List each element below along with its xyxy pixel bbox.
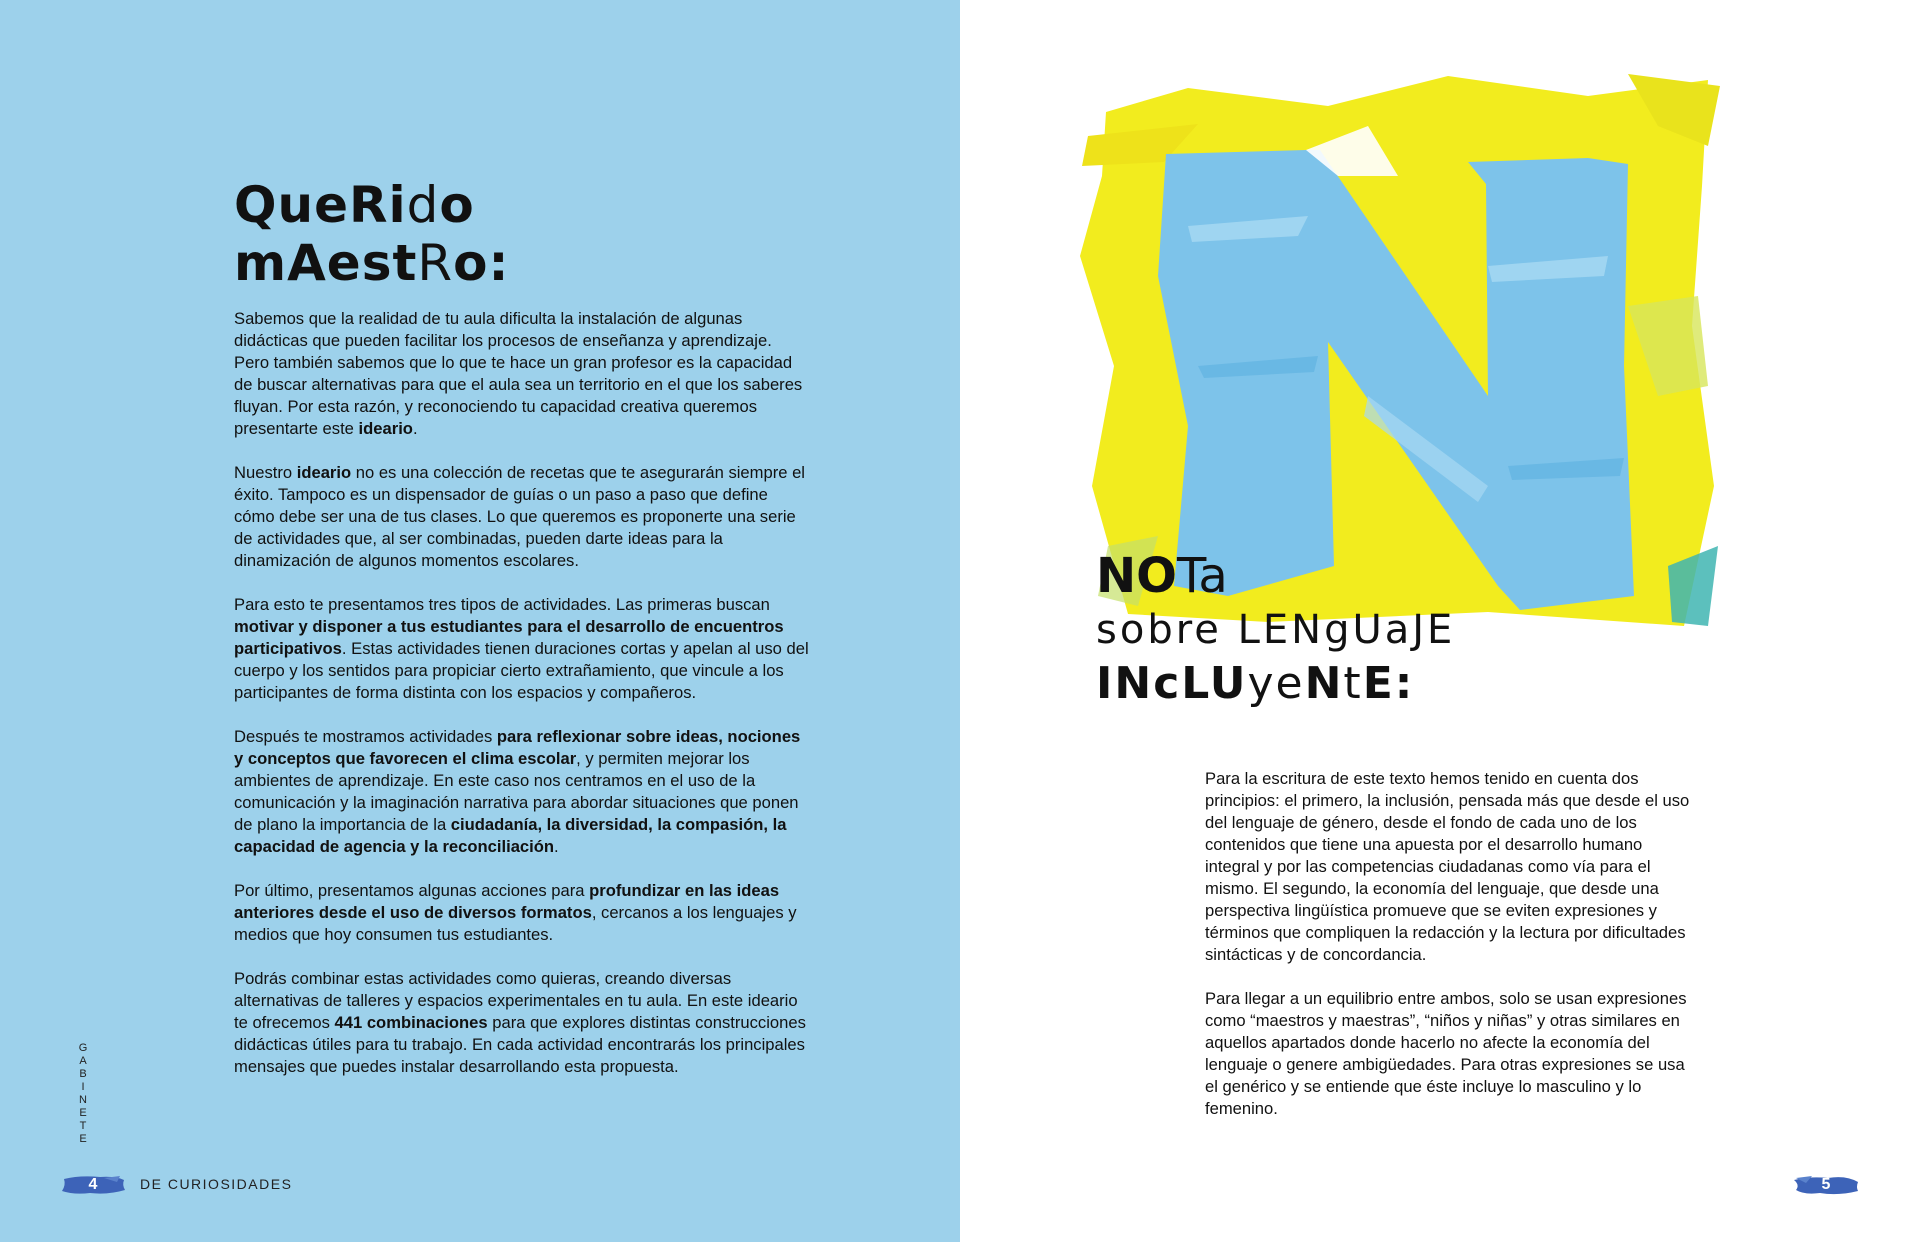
text-run: , cercanos a los lenguajes y medios que hoy consumen tus estudiantes. <box>234 903 797 944</box>
spine-letter: E <box>79 1133 87 1145</box>
text-run: para que explores distintas construcciones didácticas útiles para tu trabajo. En cada actividad encontrarás los principales mensajes que puedes instalar desarrollando esta propuesta. <box>234 1013 806 1076</box>
spine-letter: G <box>78 1042 88 1054</box>
text-run: . <box>554 837 559 856</box>
paragraph <box>234 968 809 1078</box>
left-page-heading: QueRido mAestRo: <box>234 176 510 292</box>
text-run: , y permiten mejorar los ambientes de aprendizaje. En este caso nos centramos en el uso de la comunicación y la imaginación narrativa para abordar situaciones que ponen de plano la importancia de la <box>234 749 799 834</box>
spine-letter: E <box>79 1107 87 1119</box>
text-run: Para esto te presentamos tres tipos de actividades. Las primeras buscan <box>234 595 770 614</box>
spine-letter: A <box>79 1055 87 1067</box>
page-number-left: 4 <box>88 1176 98 1193</box>
text-run: Después te mostramos actividades <box>234 727 497 746</box>
paragraph <box>234 462 809 572</box>
page-number-badge-left <box>60 1174 126 1196</box>
text-run: Nuestro <box>234 463 297 482</box>
paragraph <box>1205 988 1690 1120</box>
text-run: . <box>412 419 418 438</box>
paragraph <box>234 726 809 858</box>
text-run: Por último, presentamos algunas acciones para <box>234 881 590 900</box>
paragraph <box>234 594 809 704</box>
page-number-badge-right <box>1792 1174 1860 1196</box>
bold-text: ciudadanía, la diversidad, la compasión, la capacidad de agencia y la reconciliación <box>234 815 787 856</box>
right-page-heading: NOTa sobre LENgUaJE INcLUyeNtE: <box>1096 548 1456 709</box>
bold-text: ideario <box>296 463 352 482</box>
bold-text: ideario <box>358 419 413 438</box>
text-run: . Estas actividades tienen duraciones cortas y apelan al uso del cuerpo y los sentidos para propiciar cierto extrañamiento, que vincule a los participantes de forma distinta con los espacios y compañeros. <box>234 639 809 702</box>
text-run: Sabemos que la realidad de tu aula dificulta la instalación de algunas didácticas que pueden facilitar los procesos de enseñanza y aprendizaje. Pero también sabemos que lo que te hace un gran profesor es la capacidad de buscar alternativas para que el aula sea un territorio en el que los saberes fluyan. Por esta razón, y reconociendo tu capacidad creativa queremos presentarte este <box>234 309 803 438</box>
spine-letter: B <box>79 1068 87 1080</box>
text-run: no es una colección de recetas que te asegurarán siempre el éxito. Tampoco es un dispensador de guías o un paso a paso que define cómo debe ser una de tus clases. Lo que queremos es proponerte una serie de actividades que, al ser combinadas, pueden darte ideas para la dinamización de algunos momentos escolares. <box>234 463 805 570</box>
paragraph <box>1205 768 1690 966</box>
bold-text: 441 combinaciones <box>334 1013 488 1032</box>
right-page-body <box>1205 768 1690 1142</box>
spine-letter: I <box>81 1081 85 1093</box>
left-page-body <box>234 308 809 1100</box>
bold-text: profundizar en las ideas anteriores desde el uso de diversos formatos <box>234 881 780 922</box>
text-run: Podrás combinar estas actividades como quieras, creando diversas alternativas de talleres y espacios experimentales en tu aula. En este ideario te ofrecemos <box>234 969 798 1032</box>
bold-text: motivar y disponer a tus estudiantes para el desarrollo de encuentros participativos <box>234 617 784 658</box>
text-run: Para llegar a un equilibrio entre ambos, solo se usan expresiones como “maestros y maestras”, “niños y niñas” y otras similares en aquellos apartados donde hacerlo no afecte la economía del lenguaje o genere ambigüedades. Para otras expresiones se usa el genérico y se entiende que éste incluye lo masculino y lo femenino. <box>1205 989 1687 1118</box>
text-run: Para la escritura de este texto hemos tenido en cuenta dos principios: el primero, la inclusión, pensada más que desde el uso del lenguaje de género, desde el fondo de cada uno de los contenidos que tiene una apuesta por el desarrollo humano integral y por las competencias ciudadanas como vía para el mismo. El segundo, la economía del lenguaje, que desde una perspectiva lingüística promueve que se eviten expresiones y términos que compliquen la redacción y la lectura por dificultades sintácticas y de concordancia. <box>1205 769 1690 964</box>
paragraph <box>234 308 809 440</box>
spine-letter: T <box>79 1120 87 1132</box>
paragraph <box>234 880 809 946</box>
bold-text: para reflexionar sobre ideas, nociones y conceptos que favorecen el clima escolar <box>234 727 801 768</box>
heading-thin-letter: R <box>417 234 454 292</box>
spine-text <box>76 1042 90 1146</box>
page-number-right: 5 <box>1821 1176 1831 1193</box>
spine-letter: N <box>79 1094 87 1106</box>
footer-title: DE CURIOSIDADES <box>140 1176 293 1192</box>
